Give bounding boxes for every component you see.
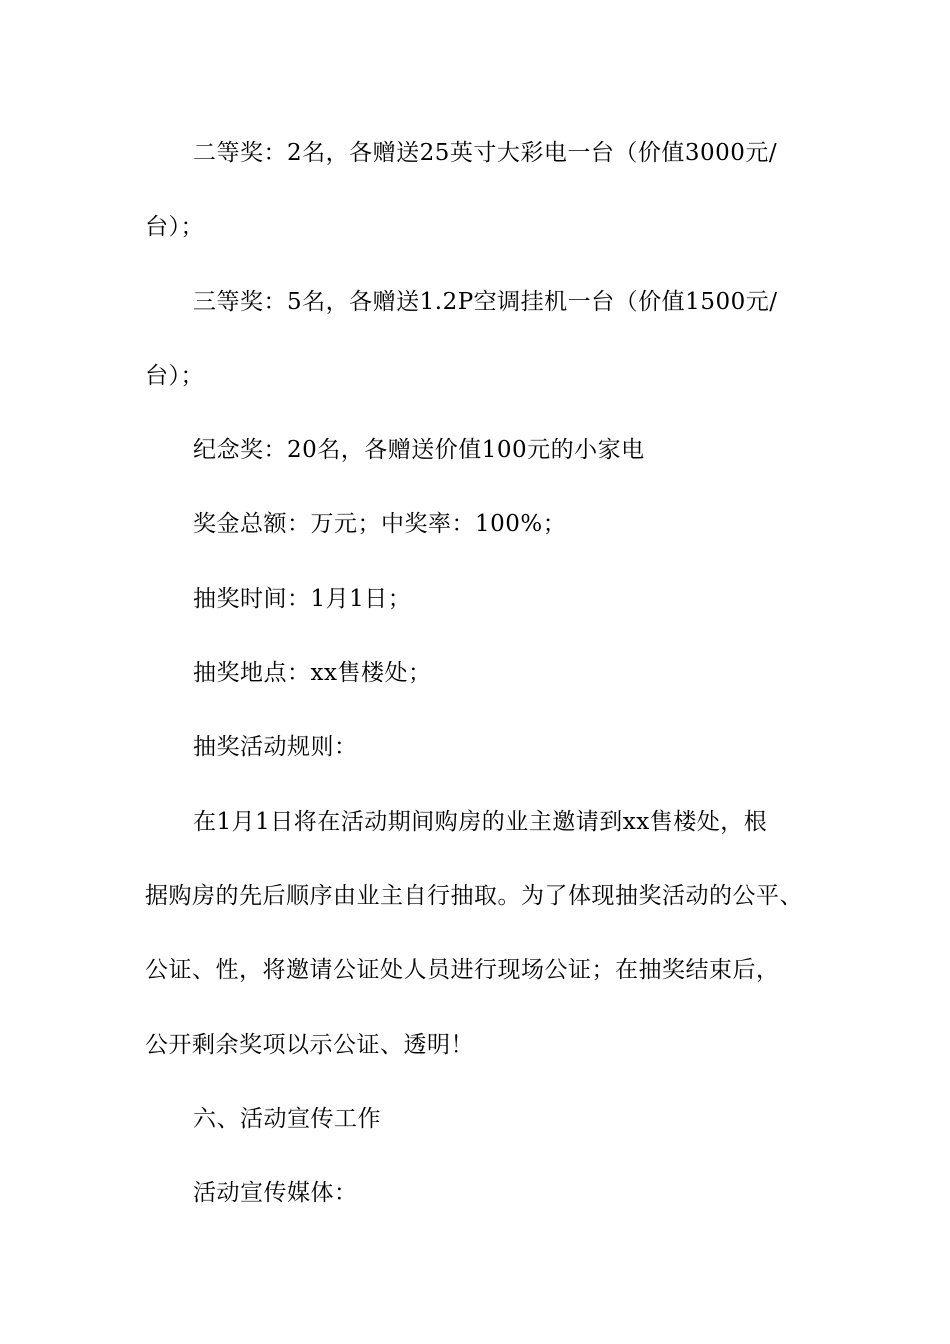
text-line-promotion-media: 活动宣传媒体： [193,1180,358,1206]
text-line-rules-3: 公证、性，将邀请公证处人员进行现场公证；在抽奖结束后， [145,957,780,983]
text-line-third-prize: 三等奖：5名，各赠送1.2P空调挂机一台（价值1500元/ [193,289,778,315]
text-line-second-prize: 二等奖：2名，各赠送25英寸大彩电一台（价值3000元/ [193,140,778,166]
text-line-draw-location: 抽奖地点：xx售楼处； [193,660,432,686]
text-line-second-prize-cont: 台）； [145,214,204,240]
text-line-rules-2: 据购房的先后顺序由业主自行抽取。为了体现抽奖活动的公平、 [145,883,803,909]
text-line-rules-heading: 抽奖活动规则： [193,734,358,760]
text-line-total-prize: 奖金总额：万元；中奖率：100%； [193,511,567,537]
text-line-rules-4: 公开剩余奖项以示公证、透明！ [145,1032,474,1058]
text-line-third-prize-cont: 台）； [145,363,204,389]
text-line-rules-1: 在1月1日将在活动期间购房的业主邀请到xx售楼处，根 [193,809,768,835]
section-heading-promotion: 六、活动宣传工作 [193,1106,381,1132]
text-line-souvenir-prize: 纪念奖：20名，各赠送价值100元的小家电 [193,437,645,463]
text-line-draw-time: 抽奖时间：1月1日； [193,586,412,612]
